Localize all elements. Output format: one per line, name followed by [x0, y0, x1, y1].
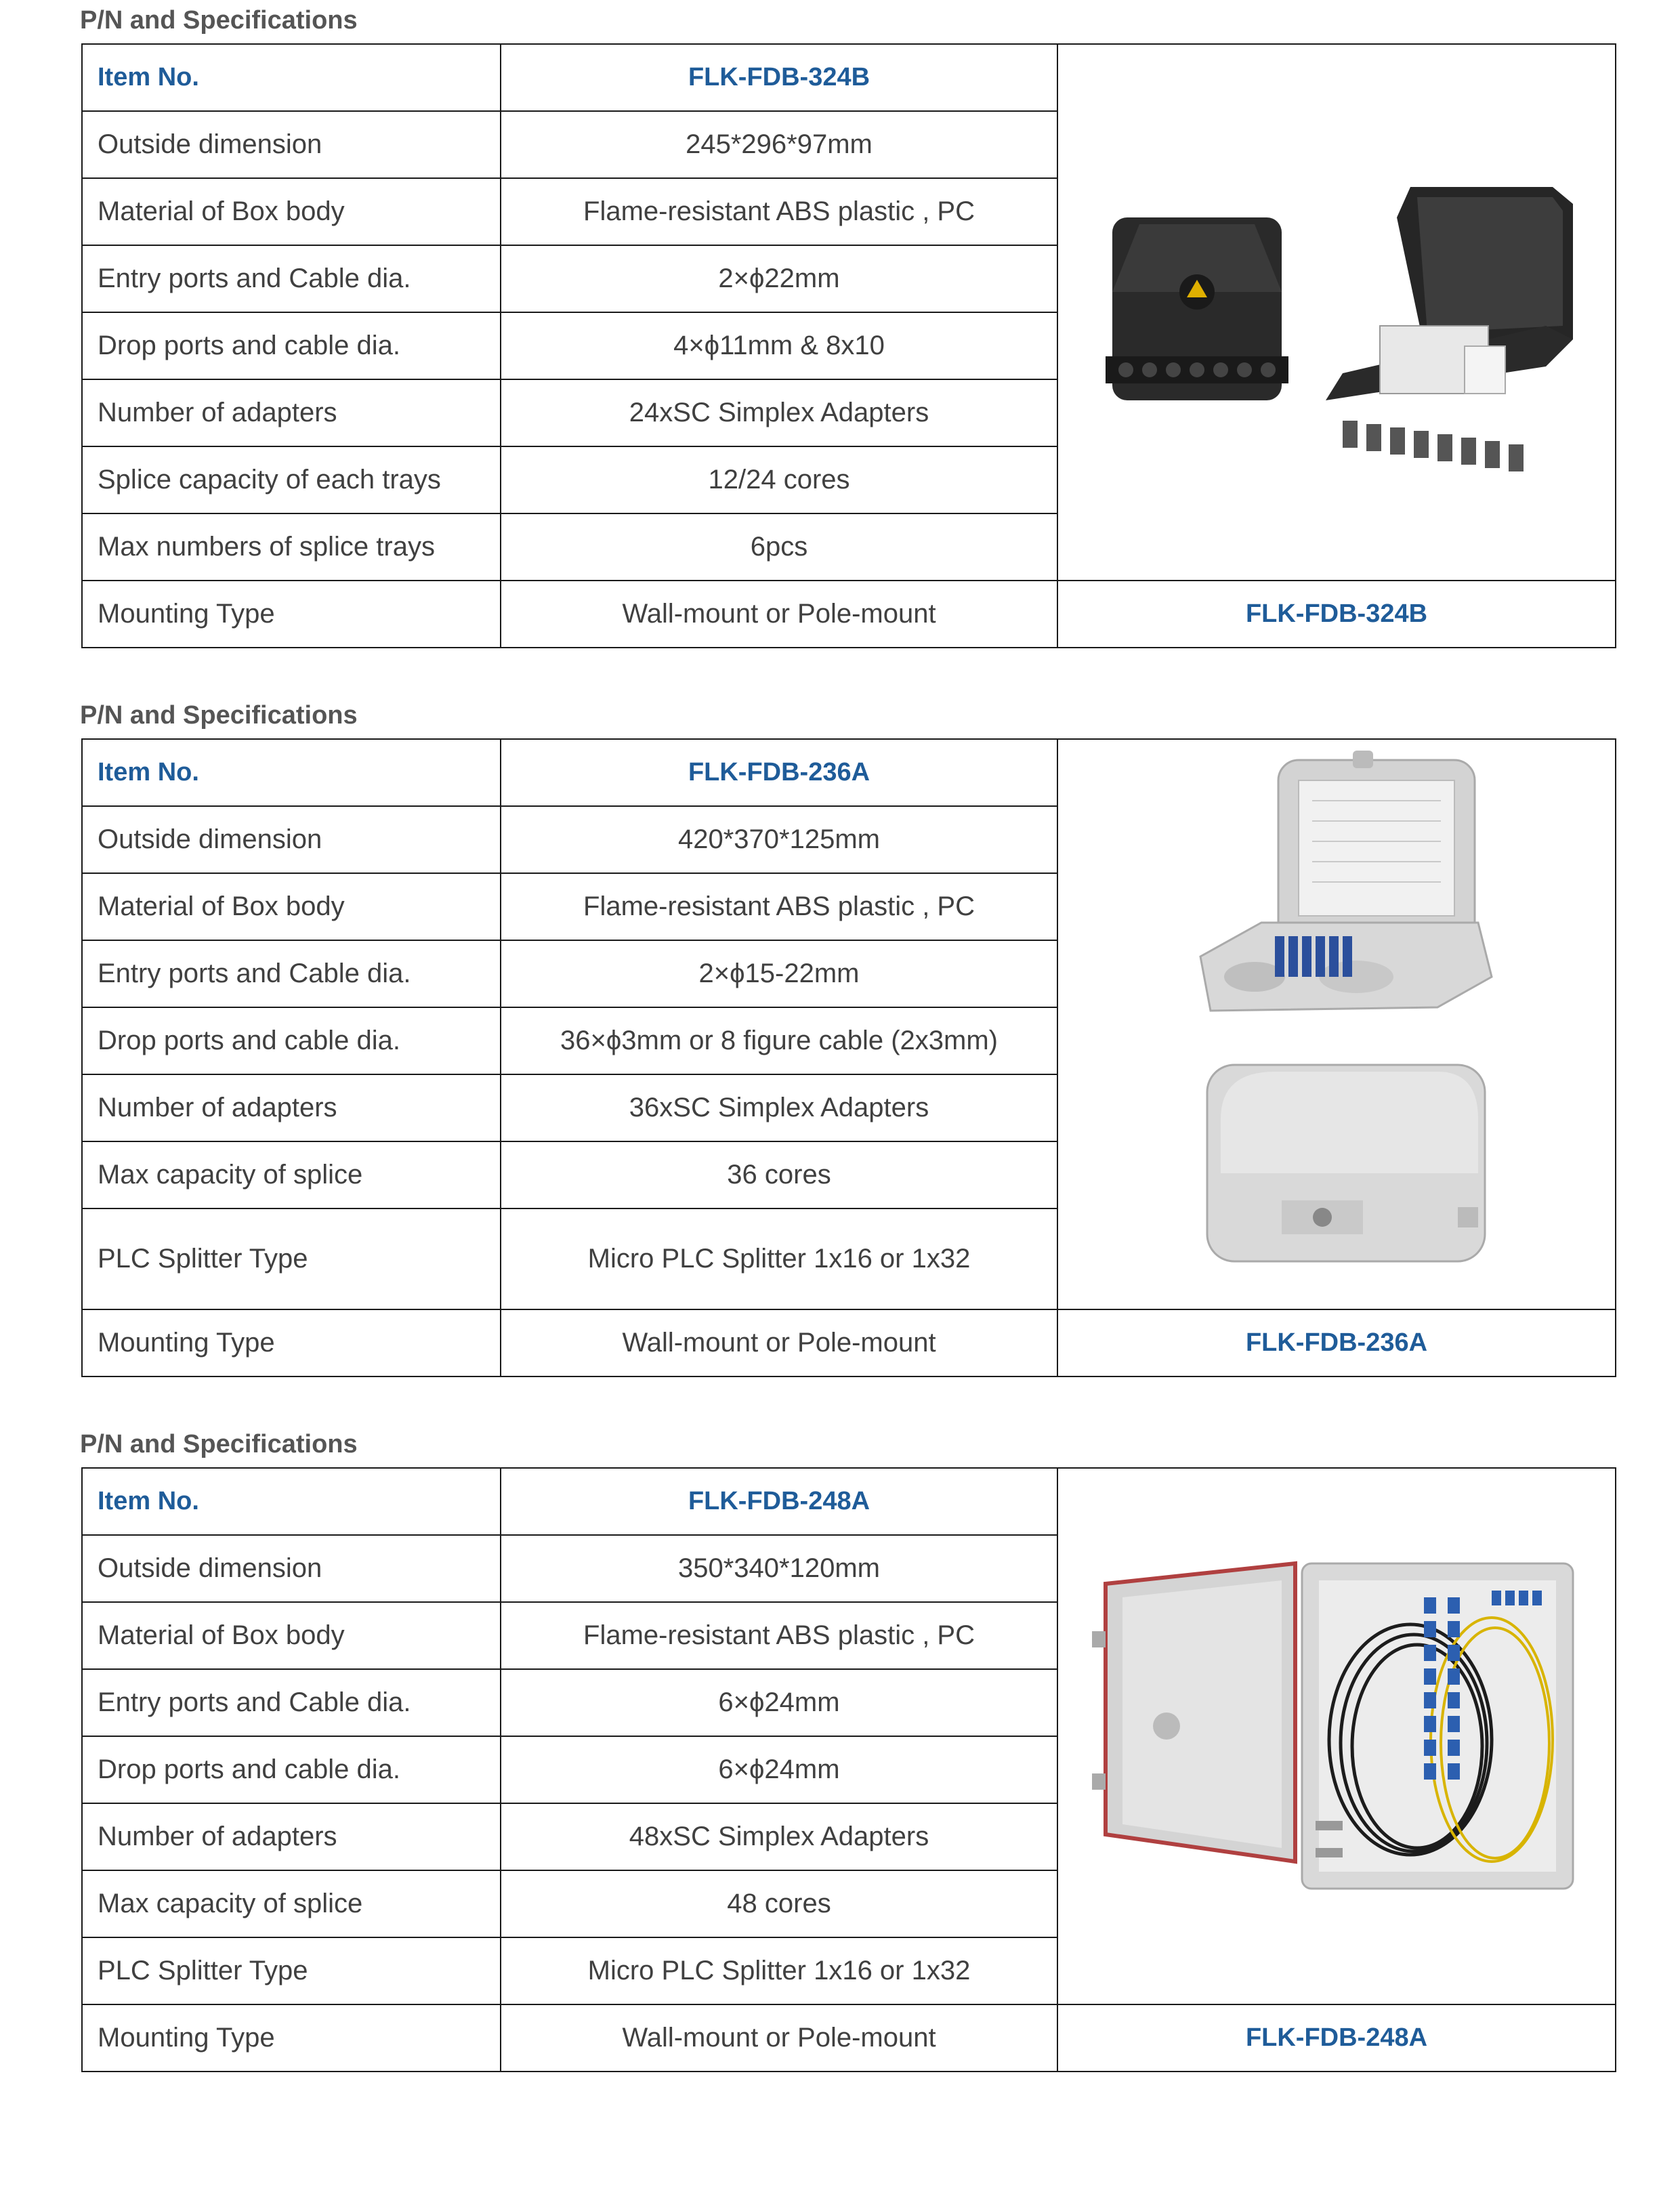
spec-value: 6pcs: [501, 513, 1057, 581]
spec-value: 4×ϕ11mm & 8x10: [501, 312, 1057, 379]
spec-label: Max capacity of splice: [82, 1141, 501, 1208]
spec-value: 2×ϕ15-22mm: [501, 940, 1057, 1007]
spec-label: Entry ports and Cable dia.: [82, 245, 501, 312]
spec-label: PLC Splitter Type: [82, 1208, 501, 1309]
product-photo-fdb-236a: [1058, 740, 1615, 1309]
spec-value: Wall-mount or Pole-mount: [501, 581, 1057, 648]
product-image-cell: [1057, 44, 1616, 581]
item-no-label: Item No.: [82, 44, 501, 111]
product-image-cell: [1057, 1468, 1616, 2004]
item-no-value: FLK-FDB-324B: [501, 44, 1057, 111]
spec-value: 36×ϕ3mm or 8 figure cable (2x3mm): [501, 1007, 1057, 1074]
item-no-value: FLK-FDB-236A: [501, 739, 1057, 806]
spec-value: Flame-resistant ABS plastic , PC: [501, 178, 1057, 245]
spec-value: 48 cores: [501, 1870, 1057, 1937]
item-no-label: Item No.: [82, 1468, 501, 1535]
section-title: P/N and Specifications: [80, 1430, 358, 1458]
spec-label: Outside dimension: [82, 806, 501, 873]
table-row: [82, 1468, 1616, 1535]
product-caption: FLK-FDB-236A: [1057, 1309, 1616, 1376]
spec-value: 36xSC Simplex Adapters: [501, 1074, 1057, 1141]
spec-value: Micro PLC Splitter 1x16 or 1x32: [501, 1208, 1057, 1309]
item-no-label: Item No.: [82, 739, 501, 806]
spec-table: [81, 1467, 1616, 2072]
spec-label: Number of adapters: [82, 1803, 501, 1870]
product-photo-fdb-324b: [1058, 123, 1615, 502]
spec-label: Material of Box body: [82, 1602, 501, 1669]
spec-label: Material of Box body: [82, 178, 501, 245]
spec-label: Max numbers of splice trays: [82, 513, 501, 581]
spec-label: Outside dimension: [82, 111, 501, 178]
spec-value: Flame-resistant ABS plastic , PC: [501, 1602, 1057, 1669]
section-title: P/N and Specifications: [80, 6, 358, 35]
section-title: P/N and Specifications: [80, 701, 358, 730]
spec-label: Drop ports and cable dia.: [82, 312, 501, 379]
spec-label: Mounting Type: [82, 1309, 501, 1376]
spec-value: 2×ϕ22mm: [501, 245, 1057, 312]
spec-label: Entry ports and Cable dia.: [82, 1669, 501, 1736]
product-image-cell: [1057, 739, 1616, 1309]
spec-label: Splice capacity of each trays: [82, 446, 501, 513]
spec-label: Drop ports and cable dia.: [82, 1007, 501, 1074]
item-no-value: FLK-FDB-248A: [501, 1468, 1057, 1535]
spec-value: 48xSC Simplex Adapters: [501, 1803, 1057, 1870]
spec-value: Micro PLC Splitter 1x16 or 1x32: [501, 1937, 1057, 2004]
spec-label: Drop ports and cable dia.: [82, 1736, 501, 1803]
spec-label: Entry ports and Cable dia.: [82, 940, 501, 1007]
table-row: [82, 2004, 1616, 2072]
table-row: [82, 1309, 1616, 1376]
spec-label: Number of adapters: [82, 379, 501, 446]
spec-value: 6×ϕ24mm: [501, 1669, 1057, 1736]
table-row: [82, 44, 1616, 111]
spec-value: 36 cores: [501, 1141, 1057, 1208]
spec-value: 350*340*120mm: [501, 1535, 1057, 1602]
spec-value: Flame-resistant ABS plastic , PC: [501, 873, 1057, 940]
spec-value: Wall-mount or Pole-mount: [501, 1309, 1057, 1376]
table-row: [82, 581, 1616, 648]
spec-value: 6×ϕ24mm: [501, 1736, 1057, 1803]
product-caption: FLK-FDB-324B: [1057, 581, 1616, 648]
spec-label: Number of adapters: [82, 1074, 501, 1141]
spec-label: Mounting Type: [82, 581, 501, 648]
product-photo-fdb-248a: [1058, 1469, 1615, 2004]
product-caption: FLK-FDB-248A: [1057, 2004, 1616, 2072]
spec-table: [81, 738, 1616, 1377]
spec-label: Max capacity of splice: [82, 1870, 501, 1937]
spec-label: Mounting Type: [82, 2004, 501, 2072]
spec-value: Wall-mount or Pole-mount: [501, 2004, 1057, 2072]
spec-label: PLC Splitter Type: [82, 1937, 501, 2004]
spec-value: 420*370*125mm: [501, 806, 1057, 873]
table-row: [82, 739, 1616, 806]
spec-label: Outside dimension: [82, 1535, 501, 1602]
spec-label: Material of Box body: [82, 873, 501, 940]
spec-value: 245*296*97mm: [501, 111, 1057, 178]
spec-table: [81, 43, 1616, 648]
spec-value: 24xSC Simplex Adapters: [501, 379, 1057, 446]
spec-value: 12/24 cores: [501, 446, 1057, 513]
